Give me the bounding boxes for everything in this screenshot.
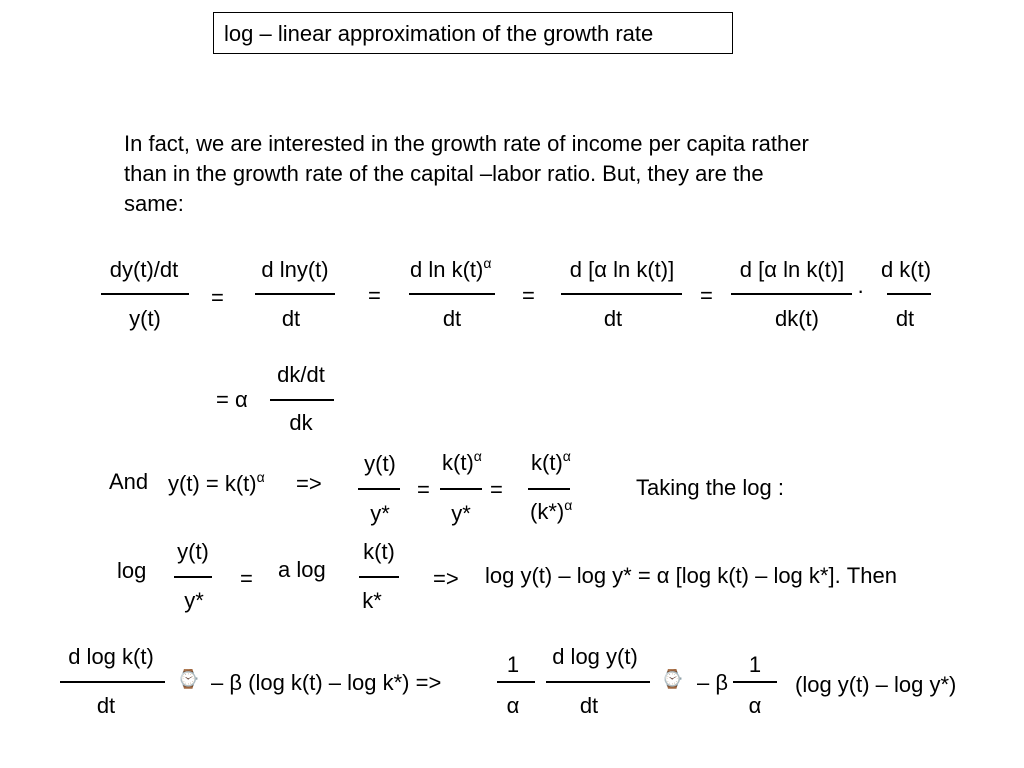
approx-icon: ⌚: [177, 669, 200, 689]
eq5-frac4-line: [733, 681, 777, 683]
eq3-frac2-numerator: $k(t)^\alpha$: [442, 448, 482, 475]
eq5-rest: (log y(t) – log y*): [795, 672, 957, 697]
eq1-frac4-denominator: dt: [603, 306, 623, 331]
eq3-frac3-denominator: $(k*)^\alpha$: [530, 497, 573, 524]
eq5-frac4-numerator: 1: [748, 652, 762, 677]
eq4-frac2-denominator: k*: [362, 588, 382, 613]
eq3-equals-b: =: [490, 477, 503, 502]
slide-title: log – linear approximation of the growth rate: [224, 21, 654, 46]
eq3-frac2-line: [440, 488, 482, 490]
eq3-and-label: And: [109, 469, 149, 494]
eq3-frac1-line: [358, 488, 400, 490]
eq4-frac2-numerator: k(t): [363, 539, 395, 564]
eq3-frac1-numerator: y(t): [364, 451, 396, 476]
eq2-prefix: = α: [216, 387, 248, 412]
eq1-equals-a: =: [211, 285, 224, 310]
eq4-a-log: a log: [278, 557, 326, 582]
eq1-frac5-line: [731, 293, 852, 295]
eq1-frac5-numerator: d [α ln k(t)]: [739, 257, 845, 282]
eq3-frac1-denominator: y*: [370, 501, 390, 526]
eq1-equals-b: =: [368, 283, 381, 308]
eq5-minus-beta: – β: [697, 670, 729, 695]
eq5-frac3-numerator: d log y(t): [552, 644, 638, 669]
eq4-frac2-line: [359, 576, 399, 578]
eq5-frac1-numerator: d log k(t): [68, 644, 154, 669]
eq1-frac4-line: [561, 293, 682, 295]
eq5-frac1-denominator: dt: [96, 693, 116, 718]
eq4-implies: =>: [433, 566, 459, 591]
eq1-frac4-numerator: d [α ln k(t)]: [569, 257, 675, 282]
eq5-frac2-denominator: α: [506, 693, 520, 718]
eq5-frac3-denominator: dt: [579, 693, 599, 718]
eq2-denominator: dk: [289, 410, 313, 435]
eq1-equals-d: =: [700, 283, 713, 308]
eq2-fraction-line: [270, 399, 334, 401]
eq3-frac3-numerator: $k(t)^\alpha$: [531, 448, 571, 475]
eq3-frac3-line: [528, 488, 570, 490]
approx-icon: ⌚: [661, 669, 684, 689]
eq1-frac1-line: [101, 293, 189, 295]
eq5-mid: – β (log k(t) – log k*) =>: [211, 670, 442, 695]
intro-line-1: In fact, we are interested in the growth rate of income per capita rather: [124, 131, 809, 156]
intro-line-2: than in the growth rate of the capital –labor ratio. But, they are the: [124, 161, 764, 186]
eq1-frac3-line: [409, 293, 495, 295]
eq3-note: Taking the log :: [636, 475, 784, 500]
eq5-frac1-line: [60, 681, 165, 683]
eq3-equals-a: =: [417, 477, 430, 502]
eq1-frac1-numerator: dy(t)/dt: [109, 257, 179, 282]
eq5-frac4-denominator: α: [748, 693, 762, 718]
eq4-equals: =: [240, 566, 253, 591]
eq1-frac2-line: [255, 293, 335, 295]
eq5-frac2-line: [497, 681, 535, 683]
eq1-frac2-numerator: d lny(t): [261, 257, 329, 282]
eq1-frac6-line: [887, 293, 931, 295]
eq5-frac3-line: [546, 681, 650, 683]
eq1-frac3-denominator: dt: [442, 306, 462, 331]
eq4-frac1-denominator: y*: [184, 588, 204, 613]
eq1-frac2-denominator: dt: [281, 306, 301, 331]
eq3-frac2-denominator: y*: [451, 501, 471, 526]
eq4-frac1-line: [174, 576, 212, 578]
eq1-frac6-denominator: dt: [895, 306, 915, 331]
eq1-frac1-denominator: y(t): [129, 306, 161, 331]
eq1-frac6-numerator: d k(t): [880, 257, 932, 282]
eq1-multiply-dot: ·: [857, 278, 865, 303]
eq1-equals-c: =: [522, 283, 535, 308]
eq2-numerator: dk/dt: [277, 362, 325, 387]
intro-line-3: same:: [124, 191, 184, 216]
eq1-frac5-denominator: dk(t): [775, 306, 819, 331]
eq1-frac3-numerator: d $\ln k(t)^\alpha$: [410, 255, 492, 282]
eq3-lhs: $y(t) = k(t)^\alpha$: [168, 469, 265, 496]
eq4-frac1-numerator: y(t): [177, 539, 209, 564]
eq4-log-label: log: [117, 558, 147, 583]
intro-paragraph: [124, 129, 944, 219]
eq5-frac2-numerator: 1: [506, 652, 520, 677]
eq4-rest: log y(t) – log y* = α [log k(t) – log k*]. Then: [485, 563, 897, 588]
eq3-implies: =>: [296, 471, 322, 496]
